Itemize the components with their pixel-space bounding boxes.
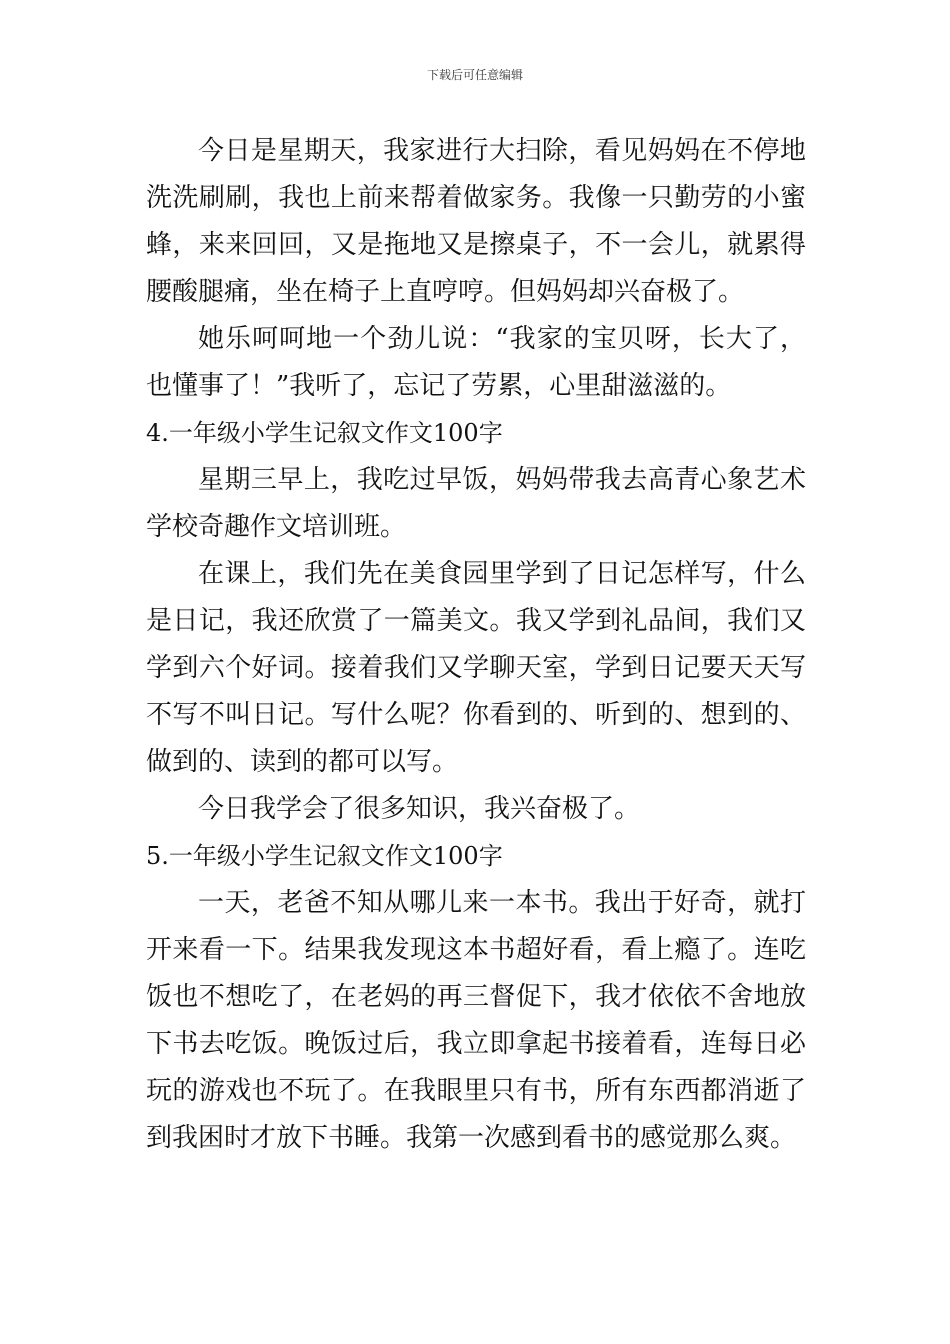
paragraph: 一天，老爸不知从哪儿来一本书。我出于好奇，就打开来看一下。结果我发现这本书超好看，看上瘾了。连吃饭也不想吃了，在老妈的再三督促下，我才依依不舍地放下书去吃饭。晚饭过后，我立即拿起书接着看，连每日必玩的游戏也不玩了。在我眼里只有书，所有东西都消逝了到我困时才放下书睡。我第一次感到看书的感觉那么爽。 xyxy=(146,888,806,1153)
paragraph: 今日我学会了很多知识，我兴奋极了。 xyxy=(198,794,641,824)
document-body xyxy=(146,128,806,1162)
section-heading: 5.一年级小学生记叙文作文100字 xyxy=(146,842,503,870)
paragraph: 在课上，我们先在美食园里学到了日记怎样写，什么是日记，我还欣赏了一篇美文。我又学到礼品间，我们又学到六个好词。接着我们又学聊天室，学到日记要天天写不写不叫日记。写什么呢？你看到的、听到的、想到的、做到的、读到的都可以写。 xyxy=(146,559,806,777)
paragraph: 今日是星期天，我家进行大扫除，看见妈妈在不停地洗洗刷刷，我也上前来帮着做家务。我像一只勤劳的小蜜蜂，来来回回，又是拖地又是擦桌子，不一会儿，就累得腰酸腿痛，坐在椅子上直哼哼。但妈妈却兴奋极了。 xyxy=(146,136,806,307)
paragraph: 星期三早上，我吃过早饭，妈妈带我去高青心象艺术学校奇趣作文培训班。 xyxy=(146,465,806,542)
paragraph: 她乐呵呵地一个劲儿说：“我家的宝贝呀，长大了，也懂事了！”我听了，忘记了劳累，心里甜滋滋的。 xyxy=(146,324,806,401)
section-heading: 4.一年级小学生记叙文作文100字 xyxy=(146,419,503,447)
header-note: 下载后可任意编辑 xyxy=(426,68,523,82)
